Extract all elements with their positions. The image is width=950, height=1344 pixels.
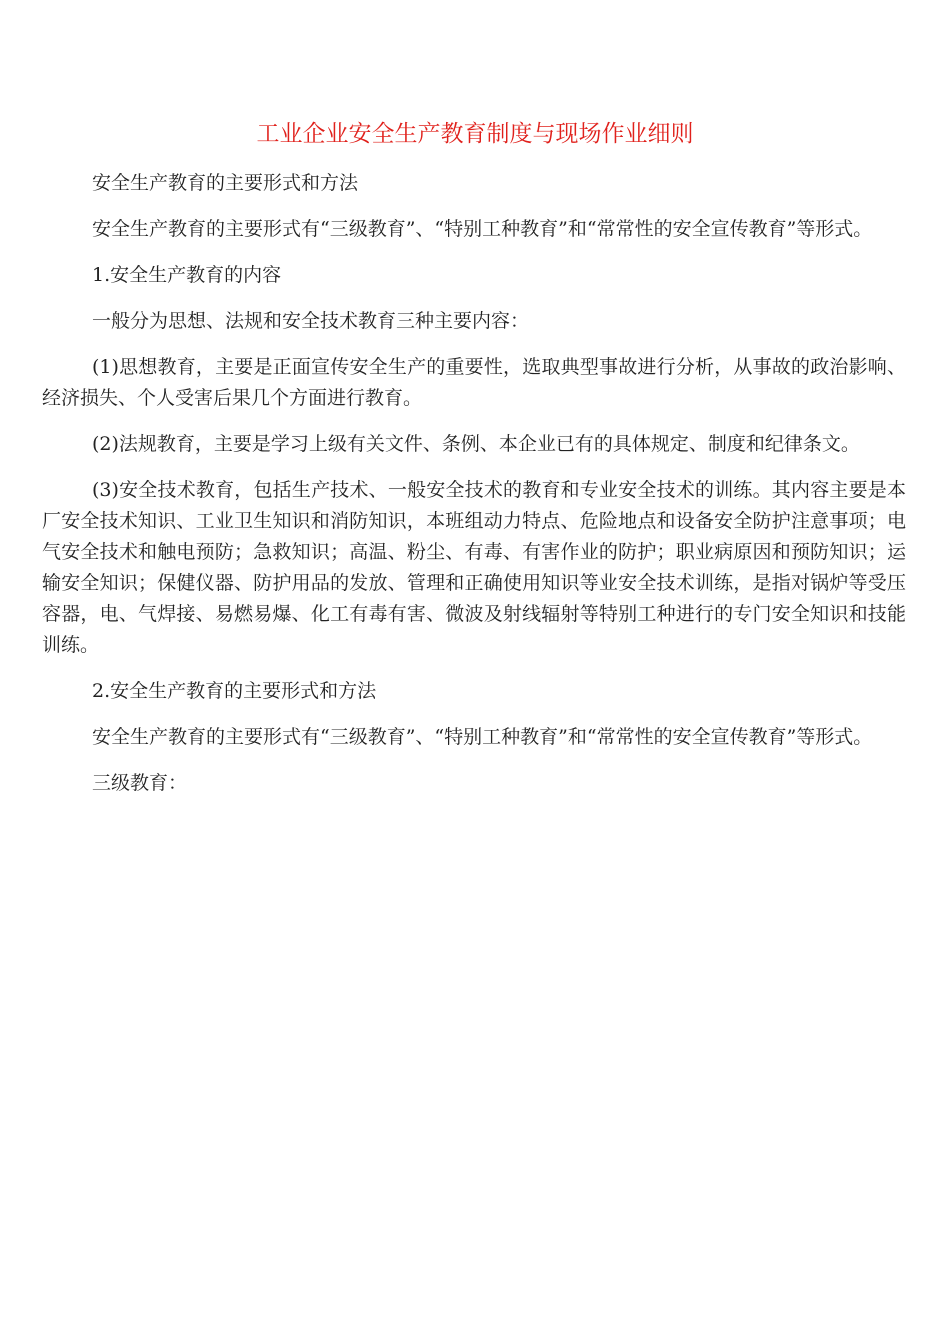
paragraph-heading-methods: 安全生产教育的主要形式和方法	[92, 172, 359, 194]
paragraph-forms: 安全生产教育的主要形式有“三级教育”、“特别工种教育”和“常常性的安全宣传教育”等形式。	[92, 218, 873, 240]
paragraph-heading-forms: 2.安全生产教育的主要形式和方法	[92, 680, 377, 702]
paragraph-regulation-education: (2)法规教育，主要是学习上级有关文件、条例、本企业已有的具体规定、制度和纪律条文。	[92, 433, 860, 455]
paragraph-technical-education: (3)安全技术教育，包括生产技术、一般安全技术的教育和专业安全技术的训练。其内容主要是本厂安全技术知识、工业卫生知识和消防知识，本班组动力特点、危险地点和设备安全防护注意事项；电气安全技术和触电预防；急救知识；高温、粉尘、有毒、有害作业的防护；职业病原因和预防知识；运输安全知识；保健仪器、防护用品的发放、管理和正确使用知识等业安全技术训练，是指对锅炉等受压容器，电、气焊接、易燃易爆、化工有毒有害、微波及射线辐射等特别工种进行的专门安全知识和技能训练。	[42, 479, 906, 656]
paragraph-heading-content: 1.安全生产教育的内容	[92, 264, 282, 286]
document-body	[42, 168, 906, 814]
paragraph-content-intro: 一般分为思想、法规和安全技术教育三种主要内容：	[92, 310, 530, 332]
paragraph-ideology-education: (1)思想教育，主要是正面宣传安全生产的重要性，选取典型事故进行分析，从事故的政治影响、经济损失、个人受害后果几个方面进行教育。	[42, 356, 906, 409]
document-title: 工业企业安全生产教育制度与现场作业细则	[256, 121, 694, 147]
paragraph-forms-repeat: 安全生产教育的主要形式有“三级教育”、“特别工种教育”和“常常性的安全宣传教育”等形式。	[92, 726, 873, 748]
paragraph-three-level: 三级教育：	[92, 772, 188, 794]
